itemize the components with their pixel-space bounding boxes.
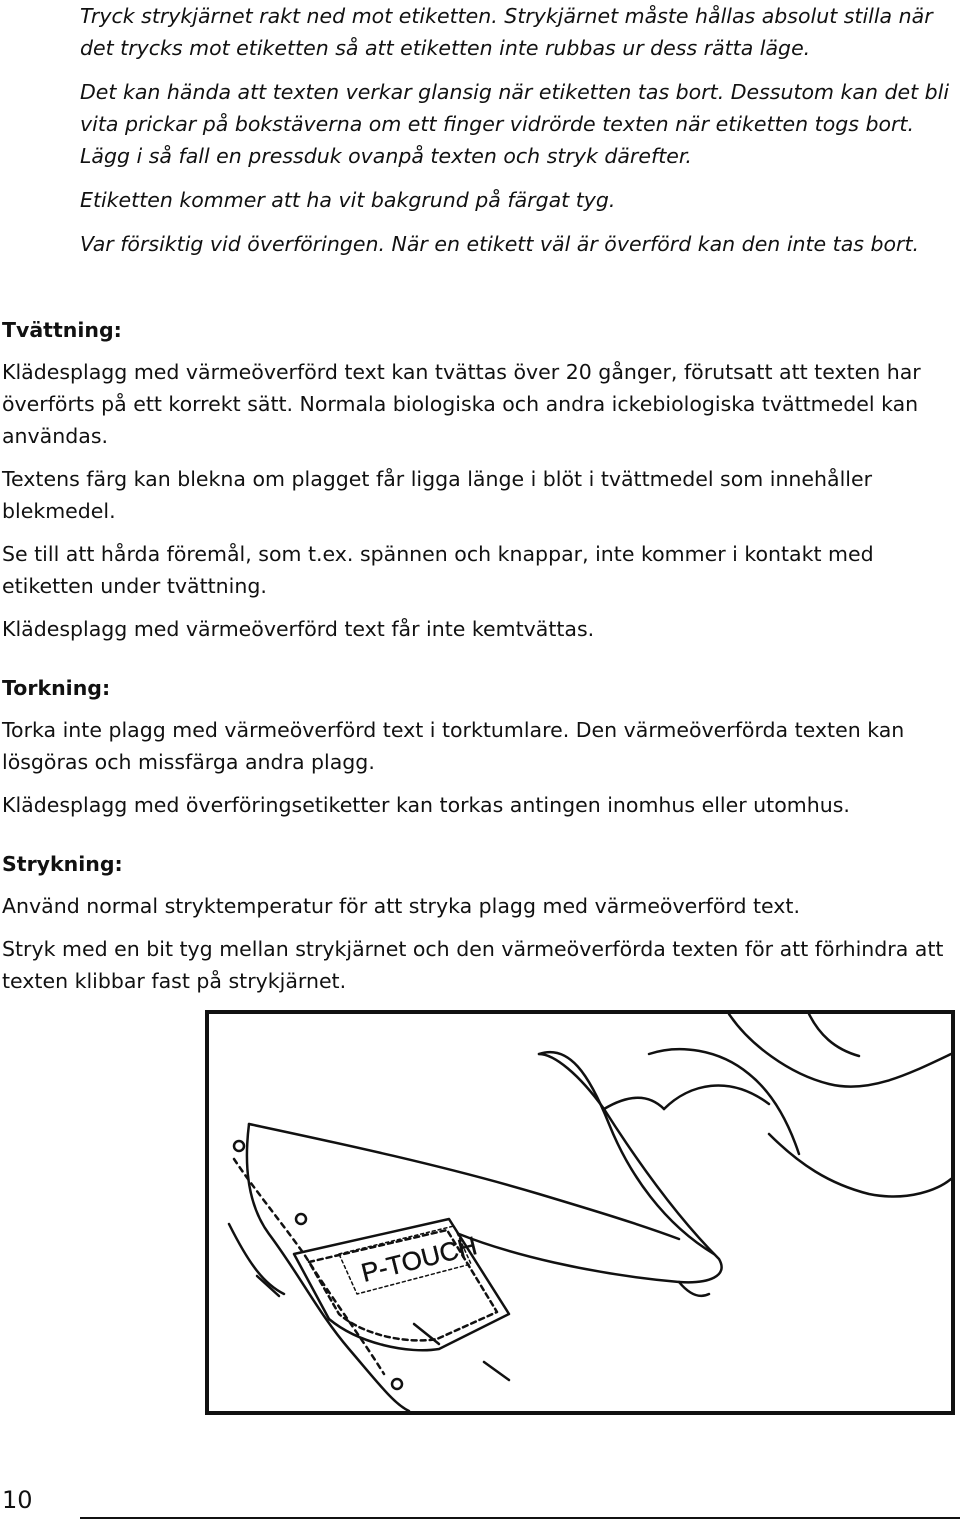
intro-paragraph-background: Etiketten kommer att ha vit bakgrund på färgat tyg. xyxy=(80,188,616,212)
intro-paragraph-caution: Var försiktig vid överföringen. När en etikett väl är överförd kan den inte tas bort. xyxy=(80,232,920,256)
drying-paragraph-2: Klädesplagg med överföringsetiketter kan torkas antingen inomhus eller utomhus. xyxy=(2,793,850,817)
ironing-paragraph-1: Använd normal stryktemperatur för att stryka plagg med värmeöverförd text. xyxy=(2,894,800,918)
label-text: P-TOUCH xyxy=(358,1230,480,1288)
drying-paragraph-1: Torka inte plagg med värmeöverförd text i torktumlare. Den värmeöverförda texten kan lösgöras och missfärga andra plagg. xyxy=(2,718,905,774)
washing-paragraph-1: Klädesplagg med värmeöverförd text kan tvättas över 20 gånger, förutsatt att texten har överförts på ett korrekt sätt. Normala biologiska och andra ickebiologiska tvättmedel kan användas. xyxy=(2,360,921,448)
washing-paragraph-2: Textens färg kan blekna om plagget får ligga länge i blöt i tvättmedel som innehåller blekmedel. xyxy=(2,467,873,523)
intro-section xyxy=(80,0,958,272)
washing-heading: Tvättning: xyxy=(2,318,122,342)
ironing-illustration xyxy=(205,1010,955,1415)
washing-paragraph-4: Klädesplagg med värmeöverförd text får inte kemtvättas. xyxy=(2,617,595,641)
page-number: 10 xyxy=(2,1486,33,1514)
intro-paragraph-press: Tryck strykjärnet rakt ned mot etiketten. Strykjärnet måste hållas absolut stilla när det trycks mot etiketten så att etiketten inte rubbas ur dess rätta läge. xyxy=(80,4,933,60)
care-instructions xyxy=(2,314,958,1008)
drying-heading: Torkning: xyxy=(2,676,111,700)
footer-rule xyxy=(80,1517,960,1519)
washing-paragraph-3: Se till att hårda föremål, som t.ex. spännen och knappar, inte kommer i kontakt med etiketten under tvättning. xyxy=(2,542,874,598)
ironing-heading: Strykning: xyxy=(2,852,123,876)
ironing-illustration-drawing xyxy=(209,1014,951,1411)
intro-paragraph-gloss: Det kan hända att texten verkar glansig när etiketten tas bort. Dessutom kan det bli vita prickar på bokstäverna om ett finger vidrörde texten när etiketten togs bort. Lägg i så fall en pressduk ovanpå texten och stryk därefter. xyxy=(80,80,950,168)
ironing-paragraph-2: Stryk med en bit tyg mellan strykjärnet och den värmeöverförda texten för att förhindra att texten klibbar fast på strykjärnet. xyxy=(2,937,944,993)
